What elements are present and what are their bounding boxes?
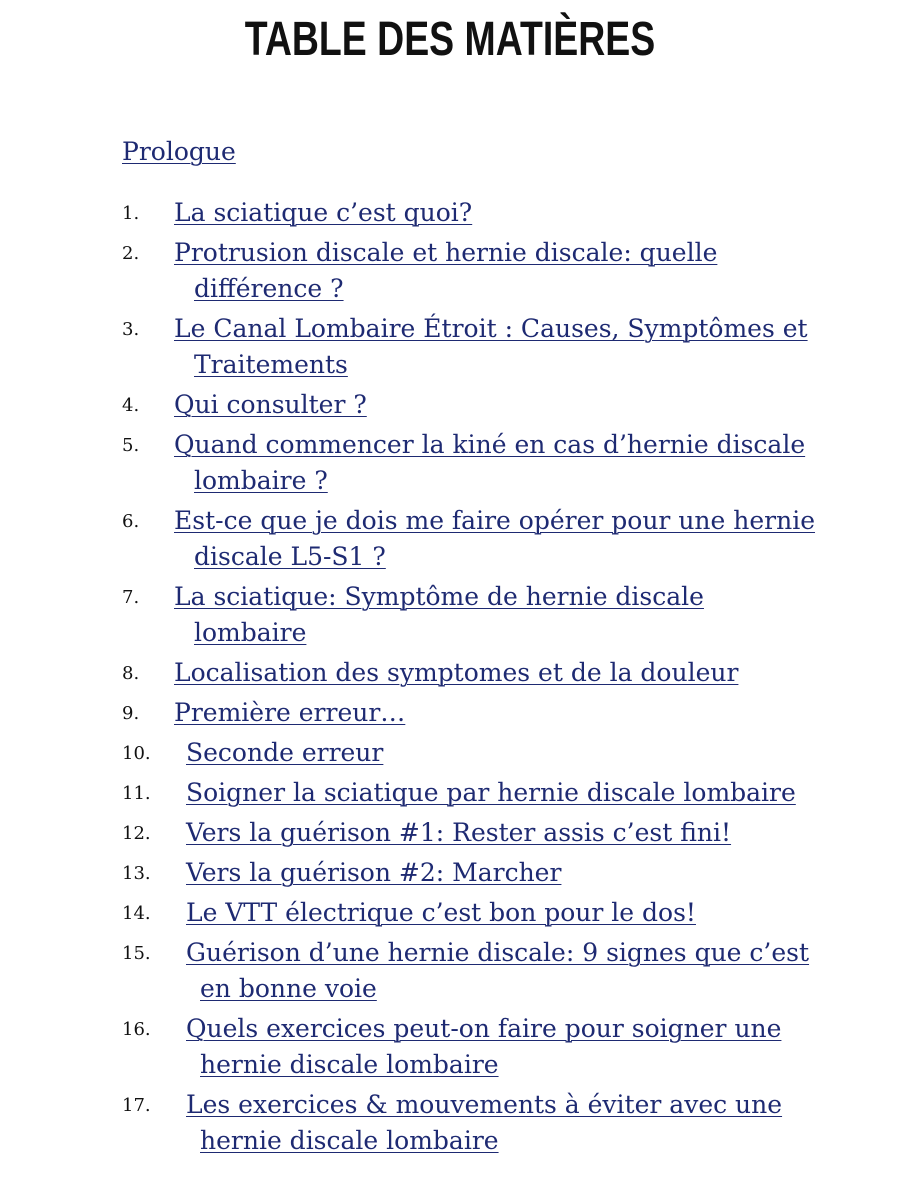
toc-entry-link[interactable]: Première erreur…: [174, 698, 406, 727]
toc-entry-number: 8.: [122, 663, 140, 684]
toc-entry-link[interactable]: Les exercices & mouvements à éviter avec une hernie discale lombaire: [186, 1090, 783, 1155]
toc-entry-link[interactable]: Vers la guérison #2: Marcher: [186, 858, 562, 887]
toc-entry-number: 17.: [122, 1095, 151, 1116]
toc-entry-number: 3.: [122, 319, 140, 340]
toc-entry: [122, 235, 822, 307]
toc-entry-link[interactable]: Protrusion discale et hernie discale: quelle différence ?: [174, 238, 718, 303]
toc-entry-link[interactable]: Localisation des symptomes et de la douleur: [174, 658, 739, 687]
toc-entry-number: 9.: [122, 703, 140, 724]
toc-entry: [122, 1087, 822, 1159]
toc-entry-link[interactable]: Qui consulter ?: [174, 390, 367, 419]
toc-entry: [122, 1011, 822, 1083]
toc-entry-number: 15.: [122, 943, 151, 964]
toc-entry: [122, 311, 822, 383]
toc-entry-number: 2.: [122, 243, 140, 264]
toc-entry-number: 12.: [122, 823, 151, 844]
toc-entry-number: 13.: [122, 863, 151, 884]
toc-entry: [122, 579, 822, 651]
toc-entry: [122, 503, 822, 575]
table-of-contents: [122, 195, 822, 1163]
toc-entry-link[interactable]: Est-ce que je dois me faire opérer pour une hernie discale L5-S1 ?: [174, 506, 816, 571]
toc-entry-link[interactable]: Quand commencer la kiné en cas d’hernie discale lombaire ?: [174, 430, 806, 495]
toc-entry-number: 5.: [122, 435, 140, 456]
toc-entry-number: 14.: [122, 903, 151, 924]
toc-entry-number: 11.: [122, 783, 151, 804]
toc-entry: [122, 387, 822, 423]
toc-entry: [122, 815, 822, 851]
toc-entry: [122, 655, 822, 691]
toc-entry-link[interactable]: Seconde erreur: [186, 738, 384, 767]
toc-entry: [122, 855, 822, 891]
toc-entry-link[interactable]: La sciatique: Symptôme de hernie discale lombaire: [174, 582, 704, 647]
toc-entry: [122, 735, 822, 771]
toc-entry-link[interactable]: Quels exercices peut-on faire pour soigner une hernie discale lombaire: [186, 1014, 782, 1079]
toc-entry-link[interactable]: Soigner la sciatique par hernie discale lombaire: [186, 778, 796, 807]
page-title: TABLE DES MATIÈRES: [244, 13, 656, 66]
toc-entry-number: 6.: [122, 511, 140, 532]
toc-entry-number: 16.: [122, 1019, 151, 1040]
toc-entry-number: 1.: [122, 203, 140, 224]
toc-entry: [122, 427, 822, 499]
toc-entry-link[interactable]: Le Canal Lombaire Étroit : Causes, Symptômes et Traitements: [174, 314, 808, 379]
toc-entry: [122, 195, 822, 231]
toc-entry: [122, 695, 822, 731]
toc-entry-link[interactable]: Guérison d’une hernie discale: 9 signes que c’est en bonne voie: [186, 938, 810, 1003]
toc-entry-number: 7.: [122, 587, 140, 608]
toc-link-prologue[interactable]: Prologue: [122, 137, 236, 166]
toc-entry: [122, 775, 822, 811]
toc-entry: [122, 895, 822, 931]
toc-entry-number: 4.: [122, 395, 140, 416]
toc-entry-number: 10.: [122, 743, 151, 764]
toc-entry-link[interactable]: La sciatique c’est quoi?: [174, 198, 473, 227]
toc-entry: [122, 935, 822, 1007]
toc-entry-link[interactable]: Vers la guérison #1: Rester assis c’est fini!: [186, 818, 732, 847]
toc-entry-link[interactable]: Le VTT électrique c’est bon pour le dos!: [186, 898, 696, 927]
